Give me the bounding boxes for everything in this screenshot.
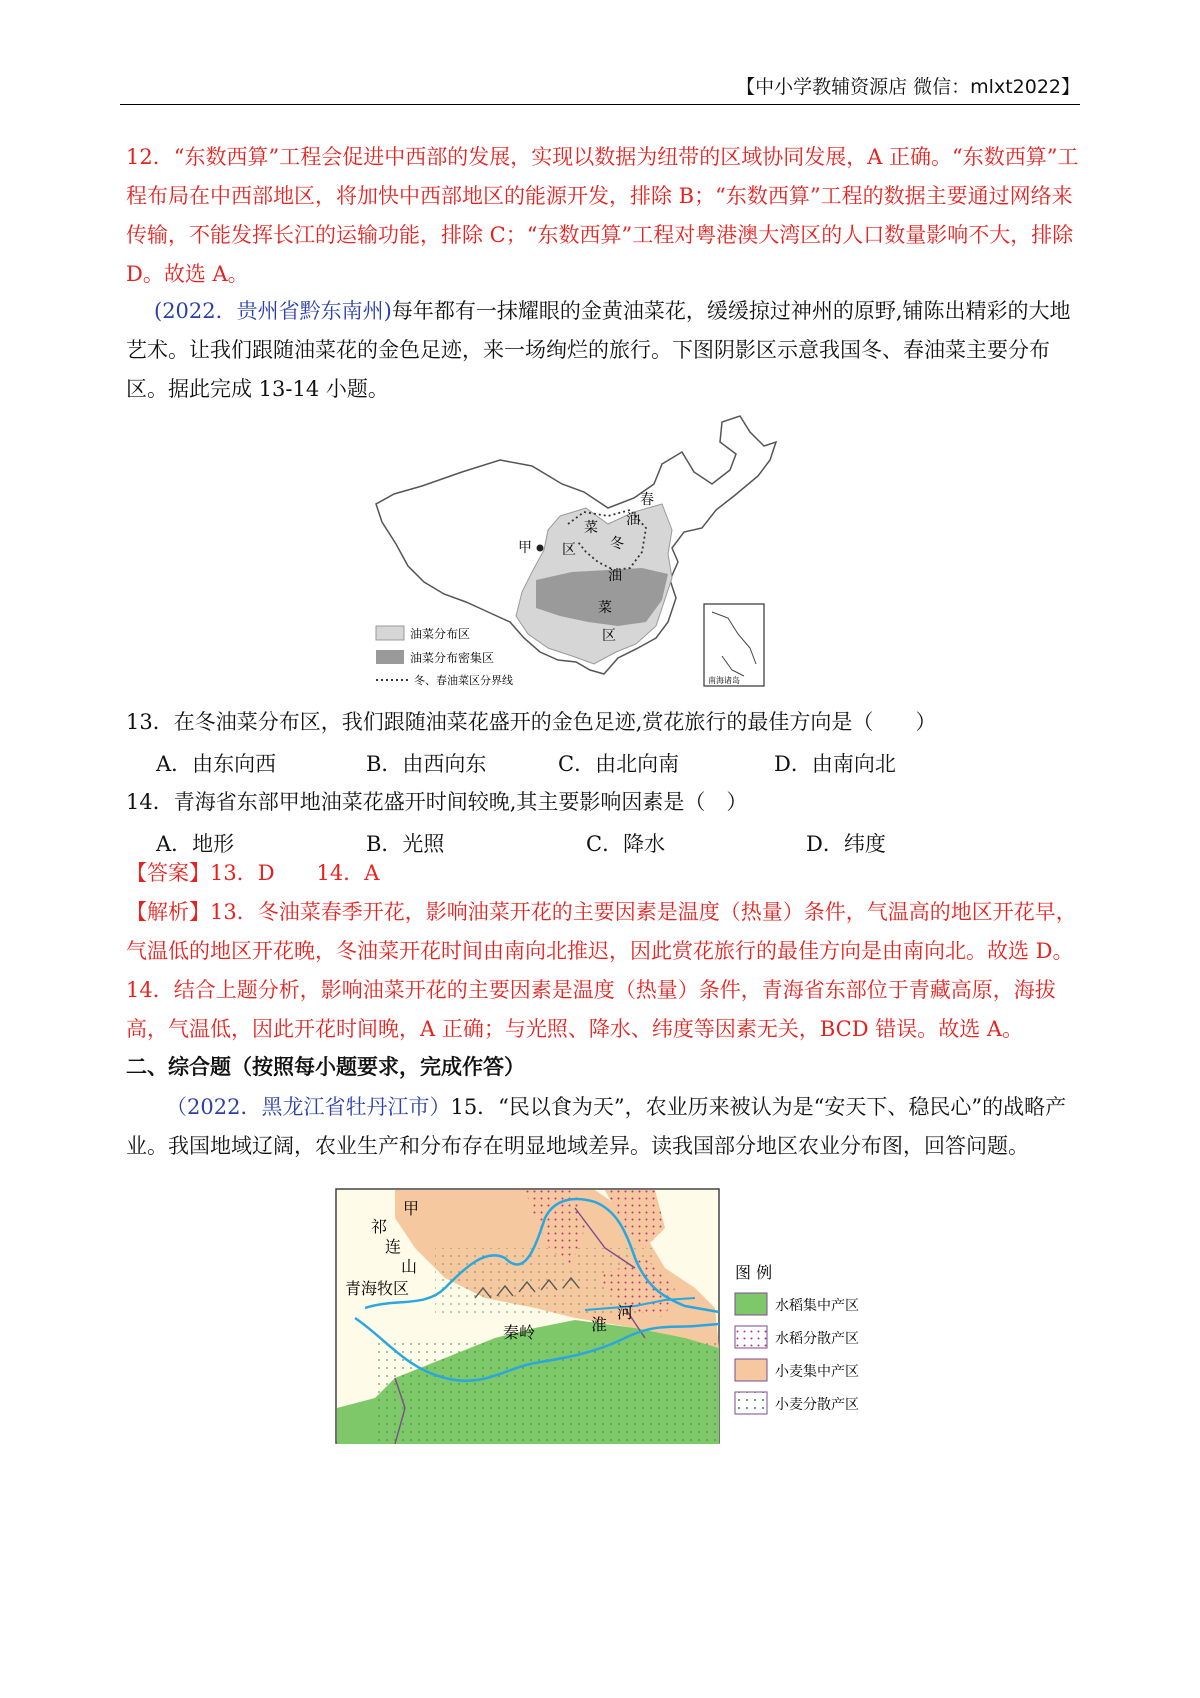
legend-label-2: 油菜分布密集区	[410, 651, 495, 665]
analysis-14: 14．结合上题分析，影响油菜开花的主要因素是温度（热量）条件，青海省东部位于青藏高原，海拔高，气温低，因此开花时间晚，A 正确；与光照、降水、纬度等因素无关，BCD 错误。故选 A。	[126, 978, 1056, 1041]
label-qu-2: 区	[602, 628, 616, 644]
agriculture-map	[335, 1188, 871, 1446]
q14-option-a: A．地形	[156, 832, 235, 856]
q13-option-a: A．由东向西	[156, 752, 277, 776]
q14-option-c: C．降水	[586, 832, 666, 856]
legend-wheat-concentrated	[735, 1359, 767, 1381]
q15-text: 15．“民以食为天”，农业历来被认为是“安天下、稳民心”的战略产业。我国地域辽阔，农业生产和分布存在明显地域差异。读我国部分地区农业分布图，回答问题。	[126, 1095, 1067, 1158]
label-jia-2: 甲	[403, 1199, 420, 1218]
label-qilian-1: 祁	[371, 1217, 388, 1236]
inset-label: 南海诸岛	[708, 676, 740, 685]
label-qinghai: 青海牧区	[345, 1279, 410, 1298]
header-text: 【中小学教辅资源店 微信：mlxt2022】	[736, 76, 1080, 98]
label-spring-2: 油	[626, 512, 640, 528]
location-jia-dot	[537, 545, 544, 552]
q12-explanation: 12．“东数西算”工程会促进中西部的发展，实现以数据为纽带的区域协同发展，A 正确。“东数西算”工程布局在中西部地区，将加快中西部地区的能源开发，排除 B；“东数西算”工程的数据主要通过网络来传输，不能发挥长江的运输功能，排除 C；“东数西算”工程对粤港澳大湾区的人口数量影响不大，排除 D。故选 A。	[126, 145, 1079, 286]
label-qilian-2: 连	[385, 1237, 402, 1256]
label-winter-1: 冬	[610, 536, 624, 552]
q14-stem: 14．青海省东部甲地油菜花盛开时间较晚,其主要影响因素是（ ）	[126, 790, 748, 814]
label-qu-1: 区	[562, 542, 576, 558]
legend-swatch-1	[376, 626, 404, 640]
label-winter-2: 油	[608, 568, 622, 584]
label-rape-2: 菜	[598, 600, 612, 616]
label-spring-1: 春	[640, 492, 654, 508]
legend-title-2: 图 例	[735, 1263, 773, 1282]
section-2-title: 二、综合题（按照每小题要求，完成作答）	[126, 1054, 525, 1079]
rapeseed-map	[372, 412, 792, 694]
label-jia: 甲	[518, 540, 532, 556]
q15-intro	[126, 1088, 1086, 1166]
label-qilian-3: 山	[401, 1257, 418, 1276]
label-rape-1: 菜	[584, 520, 598, 536]
legend-swatch-2	[376, 650, 404, 664]
legend-label-wheat-dispersed: 小麦分散产区	[775, 1397, 859, 1413]
legend-label-wheat-concentrated: 小麦集中产区	[775, 1364, 859, 1380]
label-he: 河	[617, 1303, 634, 1322]
legend-label-rice-concentrated: 水稻集中产区	[775, 1298, 859, 1314]
intro-13-text: 每年都有一抹耀眼的金黄油菜花，缓缓掠过神州的原野,铺陈出精彩的大地艺术。让我们跟随油菜花的金色足迹，来一场绚烂的旅行。下图阴影区示意我国冬、春油菜主要分布区。据此完成 13-14 小题。	[126, 299, 1071, 401]
intro-13-14	[126, 292, 1086, 409]
rice-dots-south	[375, 1338, 719, 1444]
label-huai: 淮	[591, 1315, 608, 1334]
legend-wheat-dispersed	[735, 1392, 767, 1414]
q14-option-b: B．光照	[366, 832, 445, 856]
q14-option-d: D．纬度	[806, 832, 886, 856]
label-qinling: 秦岭	[503, 1323, 536, 1342]
legend-rice-dispersed	[735, 1326, 767, 1348]
inset-box	[704, 604, 764, 686]
intro-13-source: (2022．贵州省黔东南州)	[154, 299, 392, 323]
q13-option-b: B．由西向东	[366, 752, 487, 776]
page-header	[120, 68, 1080, 105]
q13-stem: 13．在冬油菜分布区，我们跟随油菜花盛开的金色足迹,赏花旅行的最佳方向是（ ）	[126, 710, 937, 734]
q15-source: （2022．黑龙江省牡丹江市）	[166, 1095, 451, 1119]
legend-label-1: 油菜分布区	[410, 627, 471, 641]
legend-rice-concentrated	[735, 1293, 767, 1315]
q13-option-d: D．由南向北	[774, 752, 896, 776]
q13-option-c: C．由北向南	[558, 752, 680, 776]
legend-label-rice-dispersed: 水稻分散产区	[775, 1331, 859, 1347]
analysis-13: 【解析】13．冬油菜春季开花，影响油菜开花的主要因素是温度（热量）条件，气温高的地区开花早，气温低的地区开花晚，冬油菜开花时间由南向北推迟，因此赏花旅行的最佳方向是由南向北。故选 D。	[126, 900, 1077, 963]
legend-label-3: 冬、春油菜区分界线	[414, 674, 513, 687]
answer-line: 【答案】13．D 14．A	[126, 861, 380, 885]
